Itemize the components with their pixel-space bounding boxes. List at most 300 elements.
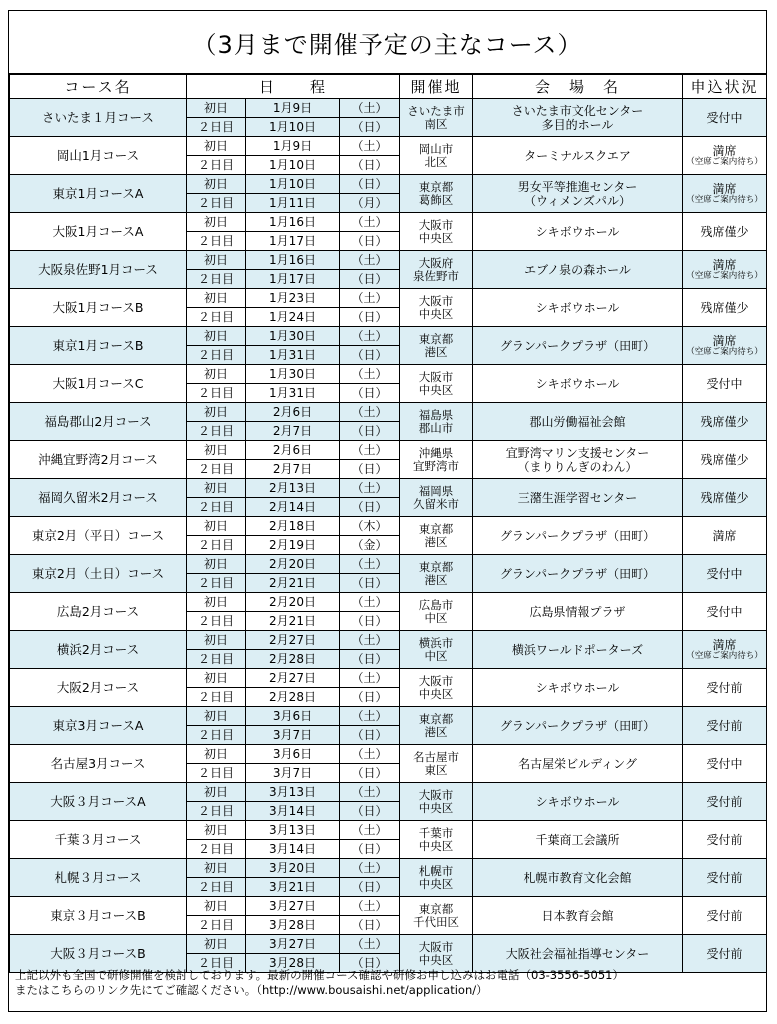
day-label: 初日	[187, 745, 246, 764]
status-text: 受付前	[706, 718, 743, 733]
venue-line: シキボウホール	[535, 794, 620, 809]
day-date: 3月28日	[246, 954, 340, 973]
day-label: ２日目	[187, 232, 246, 251]
day-weekday: （日）	[340, 118, 400, 137]
day-label: ２日目	[187, 650, 246, 669]
footer-line-2: またはこちらのリンク先にてご確認ください。（http://www.bousaishi.net/application/）	[15, 983, 488, 997]
day-date: 2月20日	[246, 555, 340, 574]
day-label: 初日	[187, 175, 246, 194]
status-cell	[683, 707, 767, 745]
venue-line: グランパークプラザ（田町）	[499, 718, 656, 733]
day-date: 1月31日	[246, 346, 340, 365]
day-weekday: （日）	[340, 726, 400, 745]
location-cell	[400, 289, 473, 327]
venue-line: 日本教育会館	[541, 908, 614, 923]
venue-line: 札幌市教育文化会館	[523, 870, 632, 885]
status-text: 残席僅少	[700, 452, 749, 467]
day-date: 3月28日	[246, 916, 340, 935]
status-note: （空席ご案内待ち）	[686, 650, 763, 661]
status-cell	[683, 745, 767, 783]
venue-line: グランパークプラザ（田町）	[499, 528, 656, 543]
day-date: 1月9日	[246, 99, 340, 118]
day-weekday: （土）	[340, 783, 400, 802]
venue-line: 大阪社会福祉指導センター	[505, 946, 650, 961]
course-name: 福岡久留米2月コース	[10, 479, 187, 517]
location-line: 東京都	[418, 711, 454, 726]
venue-cell	[473, 251, 683, 289]
status-cell	[683, 327, 767, 365]
table-row	[10, 631, 767, 650]
table-row	[10, 821, 767, 840]
location-line: 沖縄県	[418, 445, 454, 460]
day-weekday: （土）	[340, 365, 400, 384]
status-cell	[683, 593, 767, 631]
day-date: 3月7日	[246, 764, 340, 783]
table-row	[10, 897, 767, 916]
day-date: 1月10日	[246, 118, 340, 137]
location-line: 大阪市	[418, 217, 454, 232]
location-line: 東京都	[418, 901, 454, 916]
venue-line: さいたま市文化センター	[511, 103, 644, 118]
status-text: 満席	[712, 528, 737, 543]
location-cell	[400, 859, 473, 897]
venue-line: 横浜ワールドポーターズ	[511, 642, 644, 657]
course-name: 横浜2月コース	[10, 631, 187, 669]
status-text: 受付中	[706, 566, 743, 581]
location-cell	[400, 327, 473, 365]
venue-cell	[473, 441, 683, 479]
status-text: 受付中	[706, 110, 743, 125]
venue-line: シキボウホール	[535, 300, 620, 315]
status-cell	[683, 289, 767, 327]
location-line: 東京都	[418, 521, 454, 536]
day-date: 3月13日	[246, 783, 340, 802]
day-weekday: （木）	[340, 517, 400, 536]
table-row	[10, 555, 767, 574]
day-weekday: （日）	[340, 574, 400, 593]
day-date: 2月18日	[246, 517, 340, 536]
location-cell	[400, 403, 473, 441]
day-date: 3月6日	[246, 745, 340, 764]
day-date: 2月21日	[246, 574, 340, 593]
status-cell	[683, 365, 767, 403]
day-date: 3月20日	[246, 859, 340, 878]
day-weekday: （日）	[340, 270, 400, 289]
day-weekday: （金）	[340, 536, 400, 555]
status-text: 残席僅少	[700, 224, 749, 239]
day-label: 初日	[187, 99, 246, 118]
day-label: ２日目	[187, 422, 246, 441]
day-weekday: （月）	[340, 194, 400, 213]
table-row	[10, 479, 767, 498]
venue-line: 郡山労働福祉会館	[529, 414, 626, 429]
venue-cell	[473, 175, 683, 213]
day-weekday: （日）	[340, 802, 400, 821]
course-name: 名古屋3月コース	[10, 745, 187, 783]
day-label: 初日	[187, 821, 246, 840]
venue-cell	[473, 745, 683, 783]
day-weekday: （土）	[340, 935, 400, 954]
header-location: 開催地	[400, 75, 473, 99]
day-label: ２日目	[187, 574, 246, 593]
day-weekday: （土）	[340, 403, 400, 422]
course-name: 大阪1月コースB	[10, 289, 187, 327]
day-date: 2月7日	[246, 422, 340, 441]
course-name: 大阪泉佐野1月コース	[10, 251, 187, 289]
day-label: ２日目	[187, 802, 246, 821]
course-name: 東京2月（平日）コース	[10, 517, 187, 555]
venue-cell	[473, 935, 683, 973]
course-name: 東京1月コースB	[10, 327, 187, 365]
location-line: 千代田区	[413, 914, 460, 929]
location-line: 中央区	[418, 306, 454, 321]
location-line: 久留米市	[413, 496, 460, 511]
status-cell	[683, 403, 767, 441]
day-label: 初日	[187, 935, 246, 954]
venue-cell	[473, 631, 683, 669]
day-weekday: （土）	[340, 593, 400, 612]
day-date: 2月14日	[246, 498, 340, 517]
table-row	[10, 669, 767, 688]
location-cell	[400, 707, 473, 745]
location-line: 東京都	[418, 331, 454, 346]
location-cell	[400, 175, 473, 213]
location-cell	[400, 99, 473, 137]
status-cell	[683, 669, 767, 707]
location-line: 大阪市	[418, 939, 454, 954]
day-label: ２日目	[187, 688, 246, 707]
table-row	[10, 783, 767, 802]
status-cell	[683, 213, 767, 251]
day-date: 2月6日	[246, 441, 340, 460]
location-line: 東京都	[418, 559, 454, 574]
status-text: 受付前	[706, 680, 743, 695]
day-date: 3月13日	[246, 821, 340, 840]
day-label: ２日目	[187, 270, 246, 289]
day-label: 初日	[187, 403, 246, 422]
location-cell	[400, 935, 473, 973]
location-line: 葛飾区	[418, 192, 454, 207]
location-cell	[400, 821, 473, 859]
day-date: 1月23日	[246, 289, 340, 308]
day-label: ２日目	[187, 384, 246, 403]
location-cell	[400, 213, 473, 251]
status-cell	[683, 821, 767, 859]
status-text: 受付中	[706, 376, 743, 391]
day-weekday: （日）	[340, 764, 400, 783]
day-weekday: （日）	[340, 156, 400, 175]
location-line: 横浜市	[418, 635, 454, 650]
day-date: 3月14日	[246, 840, 340, 859]
venue-cell	[473, 403, 683, 441]
day-weekday: （土）	[340, 137, 400, 156]
location-line: 札幌市	[418, 863, 454, 878]
day-date: 2月6日	[246, 403, 340, 422]
table-row	[10, 403, 767, 422]
location-line: 大阪市	[418, 787, 454, 802]
course-name: 大阪３月コースB	[10, 935, 187, 973]
day-label: 初日	[187, 555, 246, 574]
day-label: ２日目	[187, 308, 246, 327]
status-cell	[683, 631, 767, 669]
status-text: 満席	[712, 181, 737, 196]
day-weekday: （日）	[340, 422, 400, 441]
venue-line: 宜野湾マリン支援センター	[505, 445, 650, 460]
header-status: 申込状況	[683, 75, 767, 99]
location-cell	[400, 137, 473, 175]
venue-cell	[473, 289, 683, 327]
status-text: 受付中	[706, 756, 743, 771]
location-cell	[400, 365, 473, 403]
course-name: 東京３月コースB	[10, 897, 187, 935]
day-label: 初日	[187, 631, 246, 650]
status-text: 残席僅少	[700, 300, 749, 315]
venue-line: グランパークプラザ（田町）	[499, 566, 656, 581]
location-line: 中央区	[418, 382, 454, 397]
table-row	[10, 213, 767, 232]
course-name: 東京2月（土日）コース	[10, 555, 187, 593]
venue-cell	[473, 707, 683, 745]
location-line: 名古屋市	[413, 749, 460, 764]
day-weekday: （日）	[340, 232, 400, 251]
day-weekday: （日）	[340, 954, 400, 973]
status-text: 満席	[712, 257, 737, 272]
day-weekday: （土）	[340, 859, 400, 878]
status-cell	[683, 897, 767, 935]
day-label: ２日目	[187, 194, 246, 213]
venue-line: （ウィメンズパル）	[524, 193, 631, 208]
day-weekday: （土）	[340, 213, 400, 232]
venue-cell	[473, 859, 683, 897]
location-line: 東区	[424, 762, 448, 777]
day-weekday: （日）	[340, 175, 400, 194]
status-cell	[683, 175, 767, 213]
day-date: 1月24日	[246, 308, 340, 327]
course-name: 大阪３月コースA	[10, 783, 187, 821]
location-line: 中央区	[418, 838, 454, 853]
day-date: 1月17日	[246, 270, 340, 289]
status-text: 満席	[712, 333, 737, 348]
day-date: 2月27日	[246, 631, 340, 650]
location-line: 中区	[424, 610, 448, 625]
venue-line: シキボウホール	[535, 680, 620, 695]
venue-cell	[473, 479, 683, 517]
day-weekday: （土）	[340, 441, 400, 460]
table-row	[10, 593, 767, 612]
day-label: 初日	[187, 897, 246, 916]
location-cell	[400, 441, 473, 479]
table-row	[10, 137, 767, 156]
day-label: ２日目	[187, 916, 246, 935]
day-date: 2月20日	[246, 593, 340, 612]
day-date: 3月27日	[246, 897, 340, 916]
table-row	[10, 935, 767, 954]
location-line: 千葉市	[418, 825, 454, 840]
venue-cell	[473, 213, 683, 251]
day-weekday: （日）	[340, 346, 400, 365]
day-date: 1月11日	[246, 194, 340, 213]
location-cell	[400, 783, 473, 821]
day-date: 3月21日	[246, 878, 340, 897]
day-date: 3月6日	[246, 707, 340, 726]
venue-line: エブノ泉の森ホール	[524, 262, 631, 277]
venue-line: 男女平等推進センター	[517, 179, 638, 194]
status-text: 受付前	[706, 946, 743, 961]
location-line: 大阪市	[418, 673, 454, 688]
day-label: 初日	[187, 593, 246, 612]
day-date: 1月9日	[246, 137, 340, 156]
location-line: 中区	[424, 648, 448, 663]
location-line: 北区	[424, 154, 448, 169]
status-cell	[683, 935, 767, 973]
day-label: 初日	[187, 669, 246, 688]
status-text: 残席僅少	[700, 490, 749, 505]
course-name: 千葉３月コース	[10, 821, 187, 859]
table-row	[10, 707, 767, 726]
status-text: 満席	[712, 143, 737, 158]
status-text: 受付前	[706, 870, 743, 885]
day-date: 1月31日	[246, 384, 340, 403]
course-name: 福島郡山2月コース	[10, 403, 187, 441]
location-cell	[400, 631, 473, 669]
day-weekday: （土）	[340, 289, 400, 308]
venue-line: シキボウホール	[535, 376, 620, 391]
venue-cell	[473, 555, 683, 593]
day-weekday: （日）	[340, 498, 400, 517]
footer-line-1: 上記以外も全国で研修開催を検討しております。最新の開催コース確認や研修お申し込みはお電話（03-3556-5051）	[15, 968, 624, 982]
location-line: 中央区	[418, 800, 454, 815]
day-weekday: （土）	[340, 99, 400, 118]
location-line: 郡山市	[418, 420, 454, 435]
status-cell	[683, 555, 767, 593]
location-line: 大阪市	[418, 293, 454, 308]
day-label: 初日	[187, 479, 246, 498]
location-line: さいたま市	[407, 103, 465, 118]
location-cell	[400, 479, 473, 517]
venue-line: 千葉商工会議所	[535, 832, 620, 847]
day-weekday: （土）	[340, 555, 400, 574]
location-line: 南区	[424, 116, 448, 131]
location-line: 岡山市	[418, 141, 454, 156]
day-date: 3月27日	[246, 935, 340, 954]
day-weekday: （日）	[340, 650, 400, 669]
status-cell	[683, 783, 767, 821]
day-label: 初日	[187, 137, 246, 156]
status-text: 残席僅少	[700, 414, 749, 429]
course-name: 大阪2月コース	[10, 669, 187, 707]
day-label: ２日目	[187, 954, 246, 973]
venue-line: グランパークプラザ（田町）	[499, 338, 656, 353]
day-date: 1月17日	[246, 232, 340, 251]
day-label: ２日目	[187, 346, 246, 365]
day-label: ２日目	[187, 536, 246, 555]
schedule-document	[8, 10, 767, 1012]
location-line: 大阪市	[418, 369, 454, 384]
day-weekday: （土）	[340, 707, 400, 726]
table-row	[10, 251, 767, 270]
venue-cell	[473, 897, 683, 935]
day-weekday: （土）	[340, 897, 400, 916]
venue-line: 多目的ホール	[541, 117, 614, 132]
day-weekday: （土）	[340, 251, 400, 270]
location-line: 福岡県	[418, 483, 454, 498]
day-weekday: （土）	[340, 745, 400, 764]
page-title: （3月まで開催予定の主なコース）	[9, 11, 766, 74]
day-date: 2月28日	[246, 688, 340, 707]
status-text: 受付前	[706, 832, 743, 847]
status-text: 受付前	[706, 794, 743, 809]
location-line: 大阪府	[418, 255, 454, 270]
table-row	[10, 327, 767, 346]
day-weekday: （日）	[340, 308, 400, 327]
status-note: （空席ご案内待ち）	[686, 270, 763, 281]
location-cell	[400, 593, 473, 631]
day-label: ２日目	[187, 498, 246, 517]
location-line: 港区	[424, 344, 448, 359]
venue-cell	[473, 365, 683, 403]
status-cell	[683, 251, 767, 289]
day-date: 2月7日	[246, 460, 340, 479]
location-cell	[400, 555, 473, 593]
course-name: 東京3月コースA	[10, 707, 187, 745]
header-venue: 会 場 名	[473, 75, 683, 99]
day-date: 3月14日	[246, 802, 340, 821]
header-schedule: 日 程	[187, 75, 400, 99]
day-label: 初日	[187, 251, 246, 270]
status-cell	[683, 441, 767, 479]
venue-cell	[473, 99, 683, 137]
day-weekday: （日）	[340, 612, 400, 631]
venue-cell	[473, 821, 683, 859]
course-table-body	[10, 99, 767, 973]
location-line: 中央区	[418, 230, 454, 245]
table-row	[10, 99, 767, 118]
location-line: 港区	[424, 724, 448, 739]
venue-line: シキボウホール	[535, 224, 620, 239]
location-cell	[400, 251, 473, 289]
day-label: 初日	[187, 213, 246, 232]
day-weekday: （土）	[340, 669, 400, 688]
venue-cell	[473, 783, 683, 821]
venue-line: 三潴生涯学習センター	[517, 490, 638, 505]
day-date: 1月10日	[246, 175, 340, 194]
day-weekday: （土）	[340, 479, 400, 498]
table-header-row	[10, 75, 767, 99]
table-row	[10, 441, 767, 460]
venue-cell	[473, 327, 683, 365]
day-date: 1月16日	[246, 213, 340, 232]
venue-cell	[473, 669, 683, 707]
course-schedule-table	[9, 74, 767, 973]
day-weekday: （日）	[340, 878, 400, 897]
venue-cell	[473, 137, 683, 175]
day-label: ２日目	[187, 612, 246, 631]
day-label: 初日	[187, 517, 246, 536]
day-label: 初日	[187, 289, 246, 308]
day-weekday: （日）	[340, 460, 400, 479]
day-label: ２日目	[187, 726, 246, 745]
venue-cell	[473, 593, 683, 631]
course-name: 沖縄宜野湾2月コース	[10, 441, 187, 479]
location-line: 東京都	[418, 179, 454, 194]
table-row	[10, 859, 767, 878]
day-date: 1月30日	[246, 365, 340, 384]
course-name: 大阪1月コースC	[10, 365, 187, 403]
day-label: ２日目	[187, 764, 246, 783]
location-line: 中央区	[418, 952, 454, 967]
day-label: ２日目	[187, 156, 246, 175]
day-date: 2月13日	[246, 479, 340, 498]
